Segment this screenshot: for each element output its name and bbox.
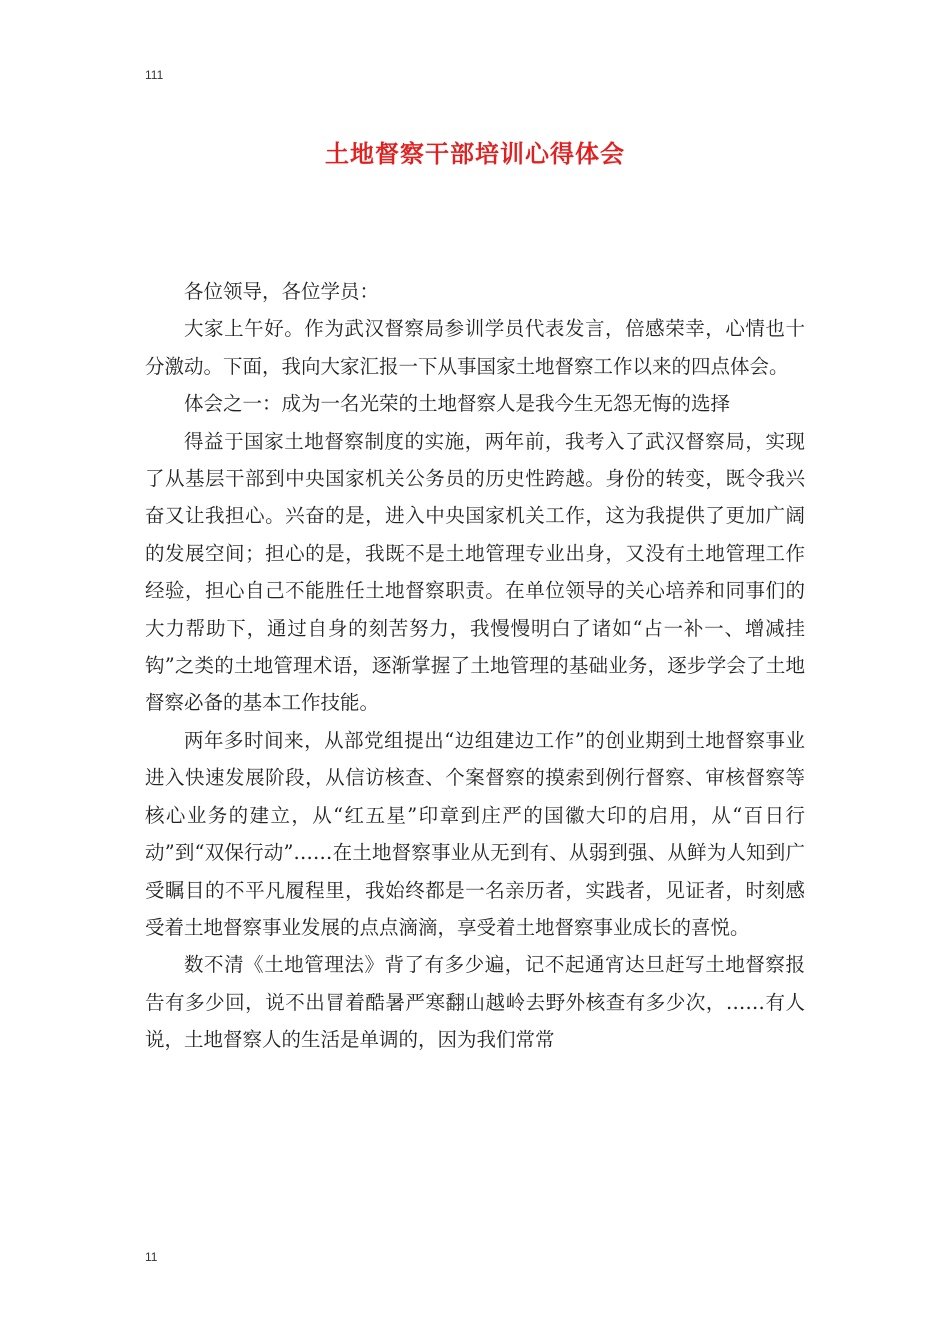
paragraph-greeting: 各位领导，各位学员：	[184, 280, 380, 303]
paragraph-section-heading: 体会之一：成为一名光荣的土地督察人是我今生无怨无悔的选择	[184, 392, 731, 416]
paragraph-body: 得益于国家土地督察制度的实施，两年前，我考入了武汉督察局，实现了从基层干部到中央国家机关公务员的历史性跨越。身份的转变，既令我兴奋又让我担心。兴奋的是，进入中央国家机关工作，这为我提供了更加广阔的发展空间；担心的是，我既不是土地管理专业出身，又没有土地管理工作经验，担心自己不能胜任土地督察职责。在单位领导的关心培养和同事们的大力帮助下，通过自身的刻苦努力，我慢慢明白了诸如“占一补一、增减挂钩”之类的土地管理术语，逐渐掌握了土地管理的基础业务，逐步学会了土地督察必备的基本工作技能。	[145, 429, 805, 715]
page-header-label: 111	[145, 68, 164, 82]
document-title: 土地督察干部培训心得体会	[325, 139, 625, 168]
page-number: 11	[145, 1250, 158, 1264]
paragraph-body: 两年多时间来，从部党组提出“边组建边工作”的创业期到土地督察事业进入快速发展阶段，从信访核查、个案督察的摸索到例行督察、审核督察等核心业务的建立，从“红五星”印章到庄严的国徽大印的启用，从“百日行动”到“双保行动”……在土地督察事业从无到有、从弱到强、从鲜为人知到广受瞩目的不平凡履程里，我始终都是一名亲历者，实践者，见证者，时刻感受着土地督察事业发展的点点滴滴，享受着土地督察事业成长的喜悦。	[145, 728, 805, 939]
paragraph-intro: 大家上午好。作为武汉督察局参训学员代表发言，倍感荣幸，心情也十分激动。下面，我向大家汇报一下从事国家土地督察工作以来的四点体会。	[145, 317, 805, 378]
paragraph-body: 数不清《土地管理法》背了有多少遍，记不起通宵达旦赶写土地督察报告有多少回，说不出冒着酷暑严寒翻山越岭去野外核查有多少次，……有人说，土地督察人的生活是单调的，因为我们常常	[145, 953, 805, 1052]
document-body	[145, 273, 805, 1059]
